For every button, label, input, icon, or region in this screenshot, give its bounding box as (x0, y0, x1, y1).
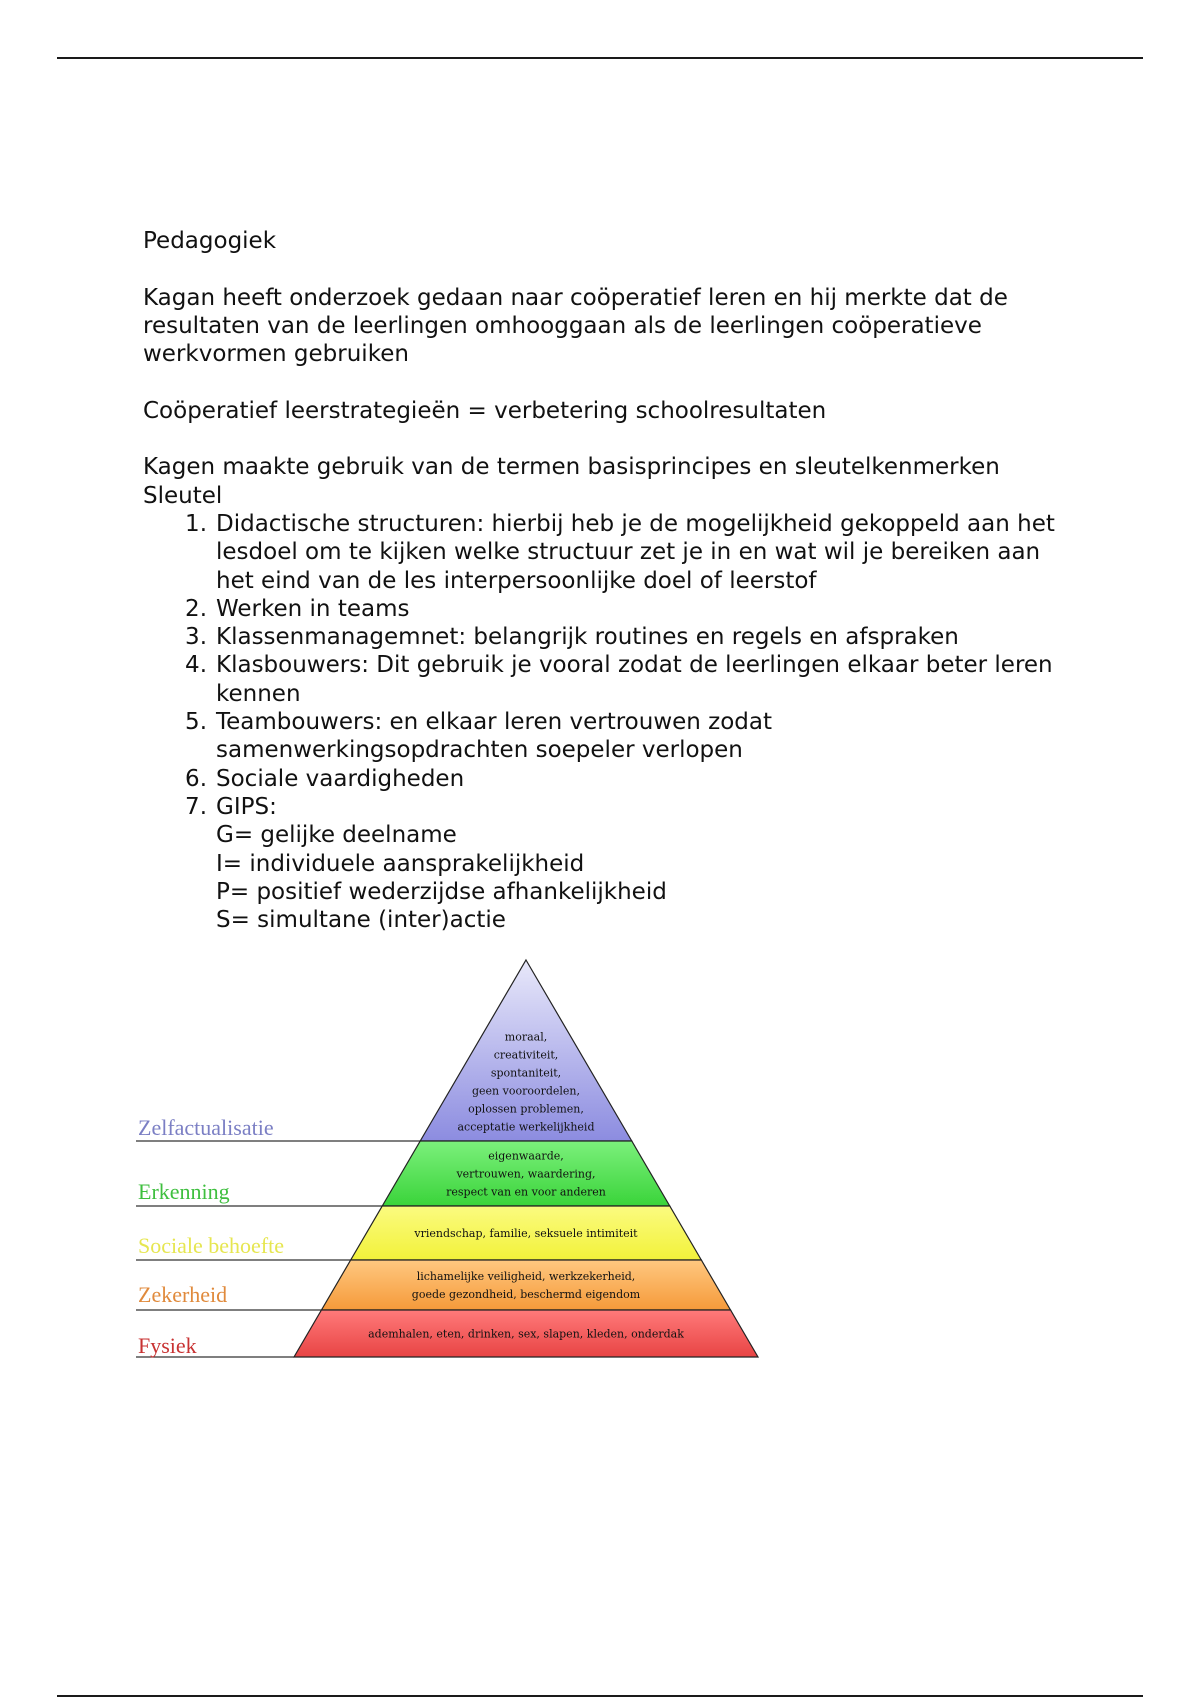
pyramid-level-text: goede gezondheid, beschermd eigendom (411, 1288, 641, 1301)
key-item: Didactische structuren: hierbij heb je de mogelijkheid gekoppeld aan het lesdoel om te kijken welke structuur zet je in en wat wil je bereiken aan het eind van de les interpersoonlijke doel of leerstof (216, 510, 1055, 594)
pyramid-level-4 (321, 1260, 730, 1310)
page-top-rule (57, 57, 1143, 59)
pyramid-level-text: vriendschap, familie, seksuele intimiteit (414, 1227, 638, 1240)
intro-line: resultaten van de leerlingen omhooggaan als de leerlingen coöperatieve (143, 312, 982, 339)
maslow-pyramid-figure (136, 955, 776, 1363)
gips-line: S= simultane (inter)actie (216, 907, 506, 934)
intro-paragraph (143, 284, 1063, 369)
pyramid-level-text: acceptatie werkelijkheid (457, 1120, 595, 1134)
key-item: Werken in teams (216, 595, 410, 622)
pyramid-level-text: spontaniteit, (490, 1066, 562, 1080)
pyramid-level-label: Erkenning (138, 1179, 230, 1204)
pyramid-level-label: Fysiek (138, 1333, 197, 1358)
page-bottom-rule (57, 1695, 1143, 1697)
equation-line: Coöperatief leerstrategieën = verbetering schoolresultaten (143, 397, 827, 424)
key-item-gips (216, 793, 1063, 934)
intro-line: werkvormen gebruiken (143, 341, 409, 368)
pyramid-level-text: lichamelijke veiligheid, werkzekerheid, (416, 1270, 636, 1283)
key-item: Klasbouwers: Dit gebruik je vooral zodat de leerlingen elkaar beter leren kennen (216, 652, 1053, 707)
key-item: Klassenmanagemnet: belangrijk routines en regels en afspraken (216, 624, 959, 651)
pyramid-level-label: Zelfactualisatie (138, 1115, 274, 1140)
key-list (143, 510, 1063, 934)
pyramid-level-label: Sociale behoefte (138, 1233, 284, 1258)
pyramid-level-text: ademhalen, eten, drinken, sex, slapen, kleden, onderdak (368, 1327, 684, 1341)
gips-heading: GIPS: (216, 793, 277, 820)
key-heading: Sleutel (143, 482, 223, 509)
intro-line: Kagan heeft onderzoek gedaan naar coöperatief leren en hij merkte dat de (143, 284, 1008, 311)
pyramid-level-text: vertrouwen, waardering, (456, 1167, 596, 1181)
pyramid-level-text: eigenwaarde, (488, 1149, 564, 1163)
pyramid-level-text: creativiteit, (493, 1048, 559, 1062)
key-item: Sociale vaardigheden (216, 765, 465, 792)
gips-line: I= individuele aansprakelijkheid (216, 850, 585, 877)
doc-title: Pedagogiek (143, 228, 277, 254)
gips-line: P= positief wederzijdse afhankelijkheid (216, 878, 667, 905)
key-item: Teambouwers: en elkaar leren vertrouwen zodat samenwerkingsopdrachten soepeler verlopen (216, 709, 773, 764)
pyramid-level-text: oplossen problemen, (468, 1102, 584, 1116)
pyramid-level-label: Zekerheid (138, 1282, 228, 1307)
maslow-pyramid (136, 955, 776, 1363)
gips-line: G= gelijke deelname (216, 822, 457, 849)
terms-line: Kagen maakte gebruik van de termen basisprincipes en sleutelkenmerken (143, 454, 1000, 481)
pyramid-level-text: respect van en voor anderen (446, 1185, 606, 1199)
pyramid-level-text: geen vooroordelen, (471, 1084, 581, 1098)
pyramid-level-text: moraal, (504, 1030, 548, 1044)
document-body (143, 227, 1063, 934)
